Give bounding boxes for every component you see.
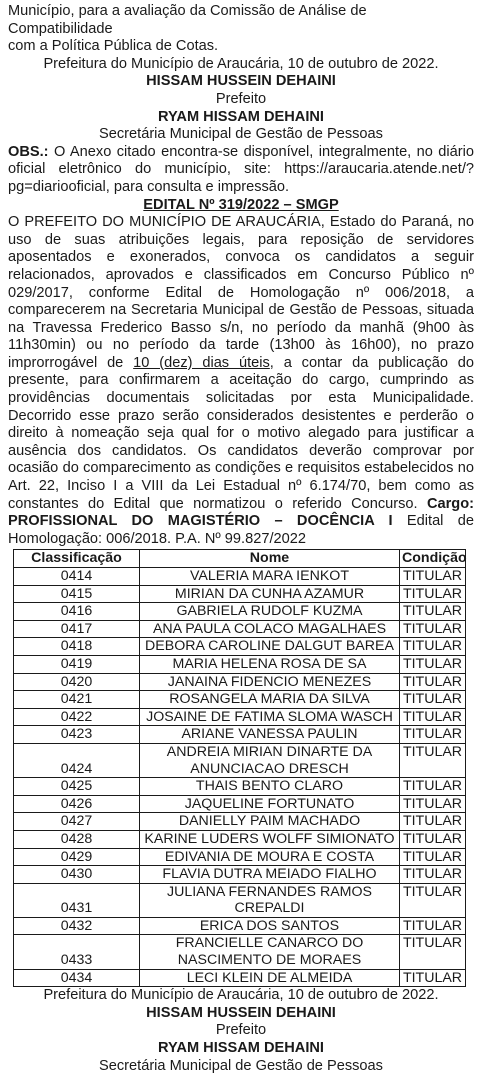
cell-condicao: TITULAR [400, 743, 466, 777]
edital-body-part-3: Edital de Homologação: 006/2018. P.A. Nº 99.827/2022 [8, 513, 474, 547]
cell-condicao: TITULAR [400, 813, 466, 831]
nome-line: THAIS BENTO CLARO [195, 778, 344, 795]
nome-line: MARIA HELENA ROSA DE SA [172, 655, 367, 672]
nome-line: JANAINA FIDENCIO MENEZES [167, 673, 372, 690]
cell-nome [140, 568, 400, 586]
cell-classificacao: 0426 [14, 795, 140, 813]
cell-nome [140, 673, 400, 691]
secretary-name: RYAM HISSAM DEHAINI [158, 1040, 324, 1057]
cell-nome [140, 691, 400, 709]
mayor-role: Prefeito [215, 1022, 267, 1039]
table-row [14, 620, 466, 638]
table-row [14, 568, 466, 586]
cell-nome [140, 883, 400, 917]
cell-classificacao: 0431 [14, 883, 140, 917]
nome-line: DEBORA CAROLINE DALGUT BAREA [145, 638, 394, 655]
nome-line: JOSAINE DE FATIMA SLOMA WASCH [146, 708, 393, 725]
edital-body-part-2: , a contar da publicação do presente, para confirmarem a aceitação do cargo, cumprindo as providências documentais solicitadas por esta Municipalidade. Decorrido esse prazo serão considerados desistentes e perderão o direito à nomeação seja qual for o motivo alegado para justificar a ausência dos candidatos. Os candidatos deverão comprovar por ocasião do comparecimento as condições e requisitos estabelecidos no Art. 22, Inciso I a VIII da Lei Estadual nº 6.174/70, bem como as constantes do Edital que normatizou o referido Concurso. [8, 354, 475, 512]
cell-classificacao: 0415 [14, 585, 140, 603]
signature-block-2 [8, 987, 474, 1075]
cell-classificacao: 0428 [14, 830, 140, 848]
nome-line: JAQUELINE FORTUNATO [184, 795, 355, 812]
cell-classificacao: 0417 [14, 620, 140, 638]
cell-condicao: TITULAR [400, 585, 466, 603]
table-row [14, 673, 466, 691]
nome-line: EDIVANIA DE MOURA E COSTA [164, 848, 375, 865]
nome-line: ANUNCIACAO DRESCH [190, 760, 349, 777]
cell-nome [140, 848, 400, 866]
cell-classificacao: 0414 [14, 568, 140, 586]
cell-classificacao: 0419 [14, 655, 140, 673]
table-row [14, 585, 466, 603]
place-date: Prefeitura do Município de Araucária, 10 de outubro de 2022. [43, 987, 439, 1004]
cell-condicao: TITULAR [400, 917, 466, 935]
cell-condicao: TITULAR [400, 568, 466, 586]
table-body [14, 568, 466, 987]
table-row [14, 708, 466, 726]
cell-nome [140, 638, 400, 656]
secretary-name: RYAM HISSAM DEHAINI [158, 108, 324, 125]
obs-paragraph [8, 144, 474, 197]
nome-line: VALERIA MARA IENKOT [190, 568, 349, 584]
cell-classificacao: 0418 [14, 638, 140, 656]
secretary-role: Secretária Municipal de Gestão de Pessoas [99, 1057, 383, 1074]
cell-classificacao: 0423 [14, 726, 140, 744]
candidates-table [13, 549, 466, 987]
cell-nome [140, 795, 400, 813]
table-row [14, 691, 466, 709]
table-row [14, 743, 466, 777]
nome-line: KARINE LUDERS WOLFF SIMIONATO [144, 830, 395, 847]
cell-nome [140, 778, 400, 796]
cell-condicao: TITULAR [400, 708, 466, 726]
mayor-name: HISSAM HUSSEIN DEHAINI [146, 73, 336, 90]
cell-classificacao: 0424 [14, 743, 140, 777]
table-row [14, 813, 466, 831]
document-page [8, 0, 474, 1075]
nome-line: FLAVIA DUTRA MEIADO FIALHO [162, 866, 377, 883]
nome-line: ARIANE VANESSA PAULIN [181, 726, 358, 743]
mayor-name: HISSAM HUSSEIN DEHAINI [146, 1004, 336, 1021]
cell-nome [140, 585, 400, 603]
cell-condicao: TITULAR [400, 603, 466, 621]
table-row [14, 969, 466, 987]
cell-classificacao: 0430 [14, 866, 140, 884]
table-row [14, 795, 466, 813]
cell-condicao: TITULAR [400, 883, 466, 917]
cell-classificacao: 0434 [14, 969, 140, 987]
cell-classificacao: 0422 [14, 708, 140, 726]
cell-classificacao: 0420 [14, 673, 140, 691]
nome-line: ROSANGELA MARIA DA SILVA [169, 691, 370, 708]
edital-body-part-1: O PREFEITO DO MUNICÍPIO DE ARAUCÁRIA, Estado do Paraná, no uso de suas atribuições legais, para reposição de servidores aposentados e exonerados, convoca os candidatos a seguir relacionados, aprovados e classificados em Concurso Público nº 029/2017, conforme Edital de Homologação nº 006/2018, a comparecerem na Secretaria Municipal de Gestão de Pessoas, situada na Travessa Frederico Basso s/n, no período da manhã (9h00 às 11h30min) ou no período da tarde (13h00 às 16h00), no prazo improrrogável de [8, 214, 474, 371]
table-row [14, 638, 466, 656]
cell-condicao: TITULAR [400, 726, 466, 744]
table-row [14, 883, 466, 917]
cell-condicao: TITULAR [400, 969, 466, 987]
signature-block-1 [8, 56, 474, 144]
cell-nome [140, 743, 400, 777]
edital-title: EDITAL Nº 319/2022 – SMGP [143, 196, 339, 213]
cell-nome [140, 917, 400, 935]
cell-nome [140, 830, 400, 848]
obs-label: OBS.: [8, 143, 49, 160]
nome-line: JULIANA FERNANDES RAMOS CREPALDI [167, 883, 372, 917]
cell-nome [140, 708, 400, 726]
cell-condicao: TITULAR [400, 778, 466, 796]
table-row [14, 848, 466, 866]
nome-line: DANIELLY PAIM MACHADO [178, 813, 361, 830]
table-row [14, 830, 466, 848]
header-condicao: Condição [400, 550, 466, 568]
table-row [14, 603, 466, 621]
cell-classificacao: 0429 [14, 848, 140, 866]
nome-line: ANDREIA MIRIAN DINARTE DA [166, 743, 373, 760]
cell-nome [140, 866, 400, 884]
cell-classificacao: 0433 [14, 935, 140, 969]
intro-line-1: Município, para a avaliação da Comissão de Análise de Compatibilidade [8, 3, 367, 37]
cell-condicao: TITULAR [400, 848, 466, 866]
cell-condicao: TITULAR [400, 866, 466, 884]
cell-classificacao: 0416 [14, 603, 140, 621]
cell-nome [140, 969, 400, 987]
cell-condicao: TITULAR [400, 830, 466, 848]
nome-line: ANA PAULA COLACO MAGALHAES [152, 620, 387, 637]
obs-text: O Anexo citado encontra-se disponível, integralmente, no diário oficial eletrônico do município, site: https://araucaria.atende.net/?pg=diariooficial, para consulta e impressão. [8, 143, 474, 195]
nome-line: ERICA DOS SANTOS [199, 917, 340, 934]
intro-line-2: com a Política Pública de Cotas. [8, 38, 219, 55]
table-row [14, 778, 466, 796]
cell-nome [140, 813, 400, 831]
table-row [14, 935, 466, 969]
nome-line: FRANCIELLE CANARCO DO [175, 935, 364, 952]
cell-nome [140, 603, 400, 621]
edital-body [8, 214, 474, 548]
cell-nome [140, 620, 400, 638]
cell-classificacao: 0425 [14, 778, 140, 796]
table-row [14, 726, 466, 744]
cell-classificacao: 0421 [14, 691, 140, 709]
cell-condicao: TITULAR [400, 620, 466, 638]
nome-line: MIRIAN DA CUNHA AZAMUR [174, 585, 365, 602]
cell-condicao: TITULAR [400, 795, 466, 813]
prazo-text: 10 (dez) dias úteis [133, 354, 270, 371]
cell-condicao: TITULAR [400, 673, 466, 691]
secretary-role: Secretária Municipal de Gestão de Pessoas [99, 126, 383, 143]
cargo-text: Cargo: PROFISSIONAL DO MAGISTÉRIO – DOCÊNCIA I [8, 495, 474, 530]
place-date: Prefeitura do Município de Araucária, 10 de outubro de 2022. [43, 55, 439, 72]
cell-nome [140, 655, 400, 673]
cell-classificacao: 0432 [14, 917, 140, 935]
nome-line: GABRIELA RUDOLF KUZMA [176, 603, 363, 620]
nome-line: LECI KLEIN DE ALMEIDA [186, 969, 353, 986]
cell-condicao: TITULAR [400, 691, 466, 709]
mayor-role: Prefeito [215, 90, 267, 107]
cell-nome [140, 935, 400, 969]
cell-condicao: TITULAR [400, 935, 466, 969]
cell-classificacao: 0427 [14, 813, 140, 831]
table-row [14, 866, 466, 884]
table-row [14, 655, 466, 673]
cell-condicao: TITULAR [400, 638, 466, 656]
cell-condicao: TITULAR [400, 655, 466, 673]
nome-line: NASCIMENTO DE MORAES [177, 952, 362, 969]
table-row [14, 917, 466, 935]
cell-nome [140, 726, 400, 744]
table-header-row [14, 550, 466, 568]
header-classificacao: Classificação [14, 550, 140, 568]
header-nome: Nome [140, 550, 400, 568]
